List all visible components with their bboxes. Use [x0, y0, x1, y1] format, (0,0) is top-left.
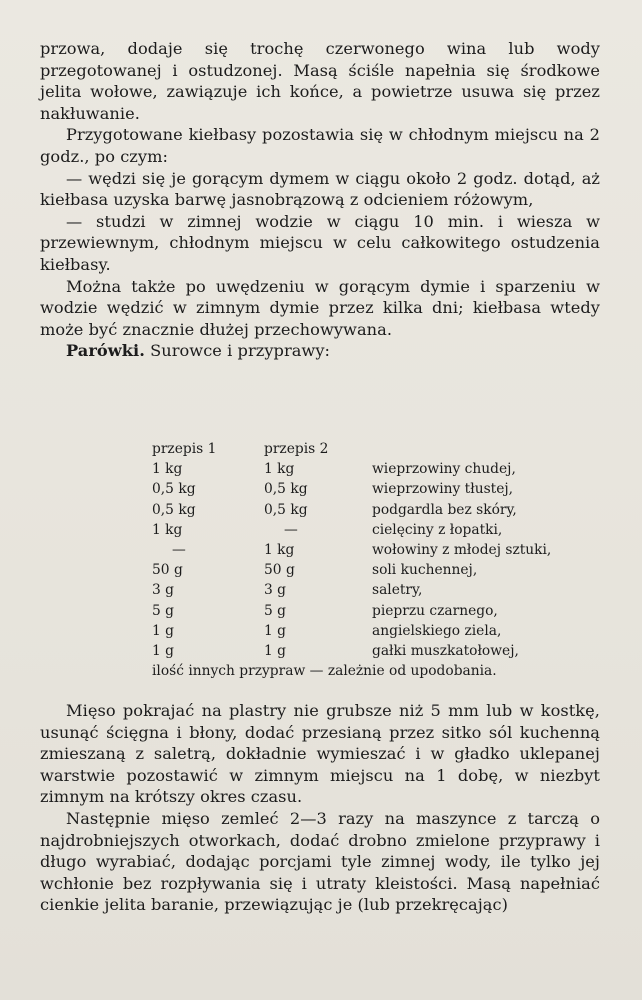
ingredient-name: podgardla bez skóry, — [372, 501, 517, 518]
ingredient-name: soli kuchennej, — [372, 562, 478, 579]
amount-recipe-1: 3 g — [152, 582, 174, 599]
amount-recipe-2: 5 g — [264, 602, 286, 619]
amount-recipe-1: — — [172, 542, 186, 559]
amount-recipe-1: 1 g — [152, 642, 174, 659]
amount-recipe-2: — — [284, 521, 298, 538]
table-header-row — [152, 439, 551, 459]
amount-recipe-1: 1 kg — [152, 461, 183, 478]
table-footer-row — [152, 661, 551, 681]
table-row — [152, 580, 551, 600]
paragraph: Można także po uwędzeniu w gorącym dymie i sparzeniu w wodzie wędzić w zimnym dymie przez kilka dni; kiełbasa wtedy może być znacznie dłużej przechowywana. — [40, 276, 600, 339]
table-row — [152, 500, 551, 520]
amount-recipe-2: 1 kg — [264, 542, 295, 559]
ingredient-name: angielskiego ziela, — [372, 622, 502, 639]
amount-recipe-1: 1 g — [152, 622, 174, 639]
table-footer: ilość innych przypraw — zależnie od upodobania. — [152, 663, 497, 680]
amount-recipe-1: 0,5 kg — [152, 501, 196, 518]
column-header: przepis 2 — [264, 441, 329, 458]
list-item: — wędzi się je gorącym dymem w ciągu około 2 godz. dotąd, aż kiełbasa uzyska barwę jasnobrązową z odcieniem różowym, — [40, 168, 600, 210]
amount-recipe-1: 5 g — [152, 602, 174, 619]
ingredient-name: wołowiny z młodej sztuki, — [372, 542, 552, 559]
amount-recipe-1: 50 g — [152, 562, 183, 579]
ingredient-name: gałki muszkatołowej, — [372, 642, 519, 659]
amount-recipe-2: 0,5 kg — [264, 501, 308, 518]
ingredient-name: pieprzu czarnego, — [372, 602, 498, 619]
paragraph: przowa, dodaje się trochę czerwonego wina lub wody przegotowanej i ostudzonej. Masą ściśle napełnia się środkowe jelita wołowe, zawiązuje ich końce, a powietrze usuwa się przez nakłuwanie. — [40, 39, 600, 123]
ingredient-name: saletry, — [372, 582, 423, 599]
ingredients-table — [152, 439, 551, 681]
amount-recipe-2: 1 g — [264, 622, 286, 639]
amount-recipe-2: 3 g — [264, 582, 286, 599]
text-block-top — [40, 38, 600, 362]
table-row — [152, 520, 551, 540]
table-row — [152, 459, 551, 479]
amount-recipe-2: 1 g — [264, 642, 286, 659]
table-row — [152, 621, 551, 641]
amount-recipe-2: 0,5 kg — [264, 481, 308, 498]
section-heading: Parówki. — [66, 341, 145, 361]
amount-recipe-1: 1 kg — [152, 521, 183, 538]
table-row — [152, 479, 551, 499]
amount-recipe-2: 50 g — [264, 562, 295, 579]
table-row — [152, 560, 551, 580]
table-row — [152, 601, 551, 621]
paragraph: Przygotowane kiełbasy pozostawia się w chłodnym miejscu na 2 godz., po czym: — [40, 125, 600, 166]
table-row — [152, 540, 551, 560]
ingredient-name: wieprzowiny tłustej, — [372, 481, 514, 498]
paragraph: Mięso pokrajać na plastry nie grubsze niż 5 mm lub w kostkę, usunąć ścięgna i błony, dodać przesianą przez sitko sól kuchenną zmieszaną z saletrą, dokładnie wymieszać i w gładko uklepanej warstwie pozostawić w zimnym miejscu na 1 dobę, w niezbyt zimnym na krótszy okres czasu. — [40, 701, 600, 807]
amount-recipe-2: 1 kg — [264, 461, 295, 478]
paragraph: Następnie mięso zemleć 2—3 razy na maszynce z tarczą o najdrobniejszych otworkach, dodać drobno zmielone przyprawy i długo wyrabiać, dodając porcjami tyle zimnej wody, ile tylko jej wchłonie bez rozpływania się i utraty kleistości. Masą napełniać cienkie jelita baranie, przewiązując je (lub przekręcając) — [40, 808, 600, 915]
section-intro — [40, 340, 600, 362]
section-intro-text: Surowce i przyprawy: — [144, 341, 331, 361]
table-row — [152, 641, 551, 661]
column-header: przepis 1 — [152, 441, 217, 458]
text-block-bottom — [40, 700, 600, 916]
list-item: — studzi w zimnej wodzie w ciągu 10 min. i wiesza w przewiewnym, chłodnym miejscu w celu całkowitego ostudzenia kiełbasy. — [40, 211, 600, 274]
ingredient-name: wieprzowiny chudej, — [372, 461, 516, 478]
amount-recipe-1: 0,5 kg — [152, 481, 196, 498]
ingredient-name: cielęciny z łopatki, — [372, 521, 503, 538]
